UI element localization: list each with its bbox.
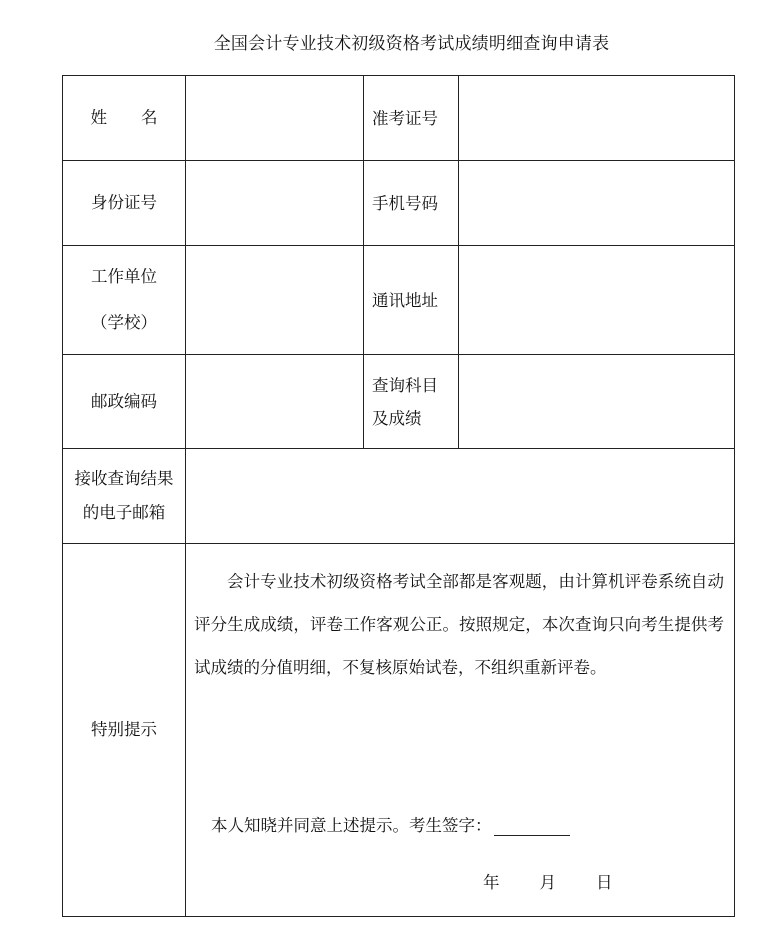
subject-label-line1: 查询科目	[372, 375, 438, 395]
consent-text: 本人知晓并同意上述提示。考生签字：	[211, 816, 492, 835]
form-title: 全国会计专业技术初级资格考试成绩明细查询申请表	[213, 34, 610, 54]
row-postcode	[63, 355, 735, 449]
phone-field[interactable]	[459, 161, 735, 246]
postcode-label: 邮政编码	[63, 355, 186, 449]
employer-label-cell	[63, 246, 186, 355]
row-id-card	[63, 161, 735, 246]
phone-label: 手机号码	[364, 161, 459, 246]
employer-label-line1: 工作单位	[91, 267, 157, 286]
email-label-cell	[63, 449, 186, 544]
id-card-field[interactable]	[186, 161, 364, 246]
date-year-label: 年	[483, 873, 500, 892]
subject-score-field[interactable]	[459, 355, 735, 449]
row-employer	[63, 246, 735, 355]
exam-id-field[interactable]	[459, 76, 735, 161]
postcode-field[interactable]	[186, 355, 364, 449]
id-card-label: 身份证号	[63, 161, 186, 246]
notice-label: 特别提示	[63, 544, 186, 917]
notice-text: 会计专业技术初级资格考试全部都是客观题，由计算机评卷系统自动评分生成成绩，评卷工作客观公正。按照规定，本次查询只向考生提供考试成绩的分值明细，不复核原始试卷，不组织重新评卷。	[194, 572, 724, 677]
exam-id-label: 准考证号	[364, 76, 459, 161]
row-email	[63, 449, 735, 544]
date-row	[483, 869, 613, 893]
consent-line	[211, 812, 570, 836]
address-label: 通讯地址	[364, 246, 459, 355]
name-label-char-2: 名	[141, 108, 158, 127]
email-label-line2: 的电子邮箱	[82, 503, 166, 522]
row-notice	[63, 544, 735, 917]
address-field[interactable]	[459, 246, 735, 355]
name-label-cell	[63, 76, 186, 161]
date-day-label: 日	[596, 873, 613, 892]
email-label-line1: 接收查询结果	[74, 469, 174, 488]
notice-cell	[186, 544, 735, 917]
name-field[interactable]	[186, 76, 364, 161]
subject-label-cell	[364, 355, 459, 449]
email-field[interactable]	[186, 449, 735, 544]
date-month-label: 月	[539, 873, 556, 892]
row-name	[63, 76, 735, 161]
name-label-char-1: 姓	[90, 108, 107, 127]
employer-field[interactable]	[186, 246, 364, 355]
employer-label-line2: （学校）	[91, 313, 157, 332]
subject-label-line2: 及成绩	[372, 408, 422, 428]
application-form-table	[62, 75, 735, 917]
signature-field[interactable]	[494, 817, 570, 836]
